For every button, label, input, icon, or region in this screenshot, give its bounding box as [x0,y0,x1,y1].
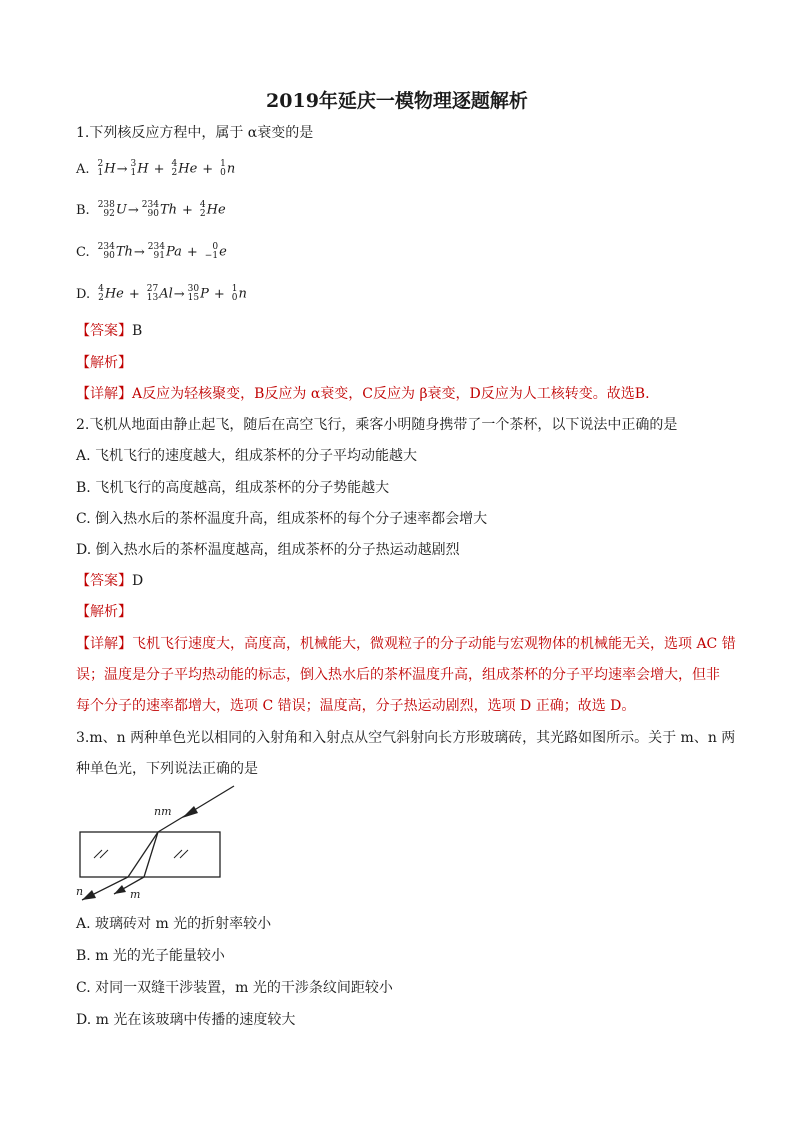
q3-option-b: B. m 光的光子能量较小 [76,948,225,964]
exit-arrow-m [114,885,126,894]
q1-detail [76,385,650,403]
nuclide-symbol: n [238,286,247,302]
q1-option-a [76,160,235,179]
page-title: 2019年延庆一模物理逐题解析 [266,90,528,112]
q2-option-c: C. 倒入热水后的茶杯温度升高，组成茶杯的每个分子速率都会增大 [76,511,488,527]
glass-block [80,832,220,877]
formula-operator: → [133,244,145,260]
q3-stem-line2: 种单色光，下列说法正确的是 [76,761,258,777]
q2-option-d: D. 倒入热水后的茶杯温度越高，组成茶杯的分子热运动越剧烈 [76,542,460,558]
refracted-ray-n [128,832,158,877]
q2-detail-line2: 误；温度是分子平均热动能的标志，倒入热水后的茶杯温度升高，组成茶杯的分子平均速率会增大，但非 [76,667,720,683]
nuclide-numbers: 1 0 [220,159,226,178]
label-nm: nm [154,805,172,818]
nuclide-symbol: n [226,161,236,177]
q3-light-path-figure [70,782,250,906]
formula-operator: → [173,286,185,302]
nuclide-numbers: 2 1 [97,159,104,178]
refracted-ray-m [144,832,158,877]
nuclide-symbol: Pa [165,244,182,260]
nuclide-numbers: 4 2 [171,159,178,178]
q2-answer-tag: 【答案】 [76,573,132,589]
nuclide-numbers: 4 2 [98,284,104,303]
q1-detail-tag: 【详解】 [76,386,132,402]
option-label: A. [76,161,90,177]
label-n: n [76,885,84,898]
q3-option-a: A. 玻璃砖对 m 光的折射率较小 [76,916,272,932]
nuclide-numbers: 0 −1 [204,242,219,261]
q2-detail-tag: 【详解】 [76,636,132,652]
formula-operator: + [213,286,225,302]
q1-option-d [76,285,247,304]
exit-arrow-n [82,890,96,900]
q2-answer-value: D [132,573,144,589]
q3-stem-line1: 3.m、n 两种单色光以相同的入射角和入射点从空气斜射向长方形玻璃砖，其光路如图所示。关于 m、n 两 [76,730,736,746]
nuclide-symbol: H [137,161,149,177]
formula-operator: + [153,161,165,177]
option-label: B. [76,202,90,218]
nuclide-numbers: 234 90 [141,200,159,219]
q2-answer [76,572,143,590]
formula-operator: + [186,244,198,260]
nuclide-symbol: He [178,161,198,177]
nuclide-numbers: 27 13 [146,284,159,303]
nuclide-symbol: He [104,286,124,302]
q2-analysis-tag: 【解析】 [76,604,132,620]
option-label: D. [76,286,91,302]
q1-option-b [76,201,226,220]
formula-operator: + [202,161,214,177]
q2-stem: 2.飞机从地面由静止起飞，随后在高空飞行，乘客小明随身携带了一个茶杯，以下说法中正确的是 [76,417,678,433]
nuclide-numbers: 1 0 [231,284,238,303]
q2-detail-line3: 每个分子的速率都增大，选项 C 错误；温度高，分子热运动剧烈，选项 D 正确；故选 D。 [76,698,636,714]
q2-detail-text1: 飞机飞行速度大，高度高，机械能大，微观粒子的分子动能与宏观物体的机械能无关，选项 AC 错 [132,636,736,652]
nuclide-numbers: 4 2 [199,200,206,219]
nuclide-symbol: Th [115,244,133,260]
formula-operator: + [181,202,193,218]
q1-detail-text: A反应为轻核聚变，B反应为 α衰变，C反应为 β衰变，D反应为人工核转变。故选B. [132,386,650,402]
q2-option-a: A. 飞机飞行的速度越大，组成茶杯的分子平均动能越大 [76,448,418,464]
nuclide-symbol: Al [159,286,173,302]
option-label: C. [76,244,90,260]
label-m: m [130,888,141,901]
q1-analysis-tag: 【解析】 [76,355,132,371]
nuclide-symbol: H [104,161,116,177]
incident-arrow-head [182,806,198,818]
nuclide-numbers: 234 90 [97,242,115,261]
formula-operator: + [128,286,140,302]
nuclide-numbers: 234 91 [147,242,165,261]
q1-answer [76,322,142,340]
nuclide-symbol: P [200,286,209,302]
q1-answer-tag: 【答案】 [76,323,132,339]
nuclide-numbers: 3 1 [130,159,137,178]
q2-option-b: B. 飞机飞行的高度越高，组成茶杯的分子势能越大 [76,480,390,496]
q1-stem: 1.下列核反应方程中，属于 α衰变的是 [76,125,314,141]
nuclide-symbol: Th [159,202,177,218]
formula-operator: → [127,202,139,218]
q1-option-c [76,243,227,262]
q3-option-d: D. m 光在该玻璃中传播的速度较大 [76,1012,296,1028]
formula-operator: → [116,161,128,177]
q2-detail-line1 [76,635,736,653]
nuclide-symbol: He [206,202,226,218]
q1-answer-value: B [132,323,143,339]
nuclide-symbol: U [115,202,127,218]
nuclide-symbol: e [219,244,227,260]
nuclide-numbers: 238 92 [97,200,115,219]
q3-option-c: C. 对同一双缝干涉装置，m 光的干涉条纹间距较小 [76,980,393,996]
nuclide-numbers: 30 15 [187,284,200,303]
